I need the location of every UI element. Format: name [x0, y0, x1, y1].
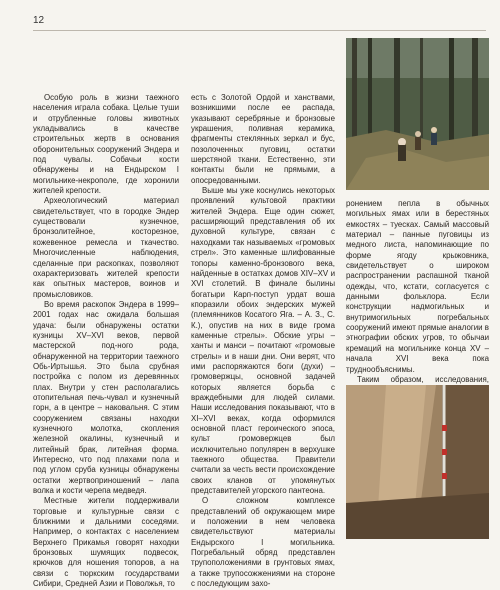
text-column-2	[191, 93, 335, 590]
paragraph: Археологический материал свидетельствует, что в городке Эндер существовали кузнечное, бронзолитейное, косторезное, кожевенное ремесла и ткачество. Многочисленные наблюдения, сделанные при раскопках, позволяют охарактеризовать жителей крепости как опытных мастеров, воинов и промысловиков.	[33, 196, 179, 299]
paragraph: Во время раскопок Эндера в 1999–2001 годах нас ожидала большая удача: были обнаружены остатки кузницы XV–XVI веков, первой мастерской под-ного рода, обнаруженной на территории таежного Обь-Иртышья. Это была срубная постройка с полом из деревянных плах. Внутри у стен располагались отопительная печь-чувал и кузнечный горн, а в центре – наковальня. С этим сооружением связаны находки кузнечного молотка, скопления железной окалины, кузнечный и литейный брак, литейная форма. Интересно, что под плахами пола и под углом сруба кузницы обнаружены остатки жертвоприношений – лапа волка и кости черепа медведя.	[33, 299, 179, 496]
page-number: 12	[33, 15, 45, 26]
paragraph: Выше мы уже коснулись некоторых проявлений культовой практики жителей Эндера. Еще один сюжет, расширяющий представления об их духовной культуре, связан с находками так называемых «громовых стрел». Это каменные шлифованные топоры каменно-бронзового века, найденные в остатках домов XIV–XV и XVI столетий. В финале былины богатыри Карп-поступ урдат воша кпоразили обоих эндерских мужей (племянников Косатого Яга. – А. З., С. К.), опустив на них в виде грома каменные стрелы». Обские угры – ханты и манси – почитают «громовые стрелы» и в наши дни. Они верят, что ими распоряжаются боги (духи) – громовержцы, основной задачей которых является борьба с враждебными для людей силами. Наши исследования показывают, что в XI–XVI веках, когда оформился основной пласт героического эпоса, культ громовержцев был исключительно популярен в верхушке таежного общества. Правители считали за честь вести происхождение своих кланов от упомянутых представителей угорского пантеона.	[191, 186, 335, 496]
photo-forest-walkers	[346, 38, 489, 190]
paragraph: Особую роль в жизни таежного населения играла собака. Целые туши и отрубленные головы животных укладывались в качестве строительных жертв в основания оборонительных сооружений Эндера и под чувалы. Собачьи кости обнаружены и на Ендырском I могильнике-некрополе, где хоронили жителей крепости.	[33, 93, 179, 196]
paragraph: Местные жители поддерживали торговые и культурные связи с ближними и дальними соседями. Например, о контактах с населением Верхнего Прикамья говорят находки бронзовых шумящих подвесок, крючков для ношения топоров, а на связи с тюркским государствами Сибири, Средней Азии и Поволжья, то	[33, 496, 179, 589]
photo-excavation-profile	[346, 385, 489, 539]
paragraph: ронением пепла в обычных могильных ямах или в берестяных емкостях – туесках. Самый массовый материал – панные пуговицы из медного листа, напоминающие по форме ягоду крыжовника, свидетельствует о широком распространении распашной тканой одежды, что, кстати, согласуется с данными фольклора. Если конструкции надмогильных и внутримогильных погребальных сооружений имеют прямые аналогии в этнографии обских угров, то обычаи кремаций на могильнике конца XV – начала XVI века пока труднообъяснимы.	[346, 199, 489, 374]
paragraph: О сложном комплексе представлений об окружающем мире и положении в нем человека свидетельствуют материалы Ендырского I могильника. Погребальный обряд представлен трупоположениями в грунтовых ямах, а также трупосожжениями на стороне с последующим захо-	[191, 496, 335, 589]
paragraph: Таким образом, исследования,	[357, 374, 489, 384]
excavation-photo-illustration	[346, 385, 489, 539]
forest-photo-illustration	[346, 38, 489, 190]
text-column-1	[33, 93, 179, 590]
paragraph: есть с Золотой Ордой и ханствами, возникшими после ее распада, указывают серебряные и бронзовые украшения, поливная керамика, фрагменты стеклянных зеркал и бус, позолоченных пуговиц, остатки шерстяной ткани. Естественно, эти контакты были не прямыми, а опосредованными.	[191, 93, 335, 185]
header-rule	[33, 30, 486, 31]
